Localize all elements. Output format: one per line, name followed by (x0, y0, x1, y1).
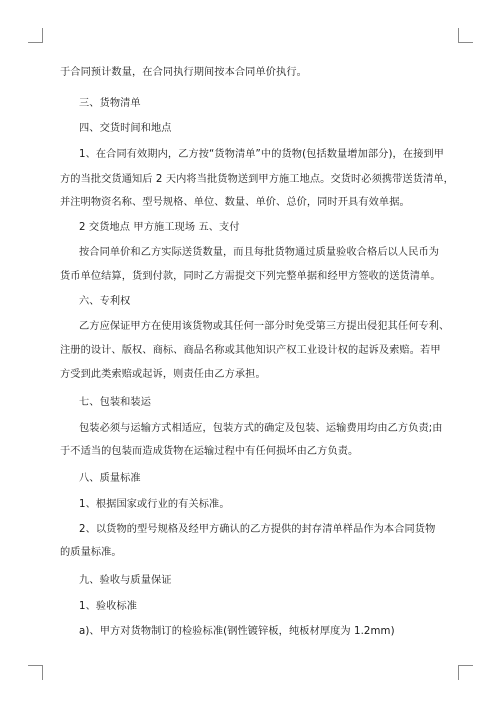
text-line: 1、在合同有效期内，乙方按“货物清单”中的货物(包括数量增加部分)，在接到甲 (79, 149, 444, 160)
crop-mark-top-left (28, 28, 43, 43)
text-line: 方受到此类索赔或起诉，则责任由乙方承担。 (60, 369, 266, 380)
section-heading: 四、交货时间和地点 (79, 123, 172, 134)
text-line: 1、验收标准 (79, 601, 138, 612)
text-line: 于合同预计数量，在合同执行期间按本合同单价执行。 (60, 67, 307, 78)
text-line: 货币单位结算，货到付款，同时乙方需提交下列完整单据和经甲方签收的送货清单。 (60, 271, 441, 282)
section-heading: 九、验收与质量保证 (79, 575, 172, 586)
crop-mark-bottom-right (458, 665, 473, 680)
section-heading: 七、包装和装运 (79, 397, 152, 408)
text-line: 注册的设计、版权、商标、商品名称或其他知识产权工业设计权的起诉及索赔。若甲 (60, 345, 441, 356)
crop-mark-top-right (458, 28, 473, 43)
crop-mark-bottom-left (28, 665, 43, 680)
text-line: 乙方应保证甲方在使用该货物或其任何一部分时免受第三方提出侵犯其任何专利、 (79, 321, 450, 332)
text-line: 并注明物资名称、型号规格、单位、数量、单价、总价，同时开具有效单据。 (60, 197, 410, 208)
text-line: 按合同单价和乙方实际送货数量，而且每批货物通过质量验收合格后以人民币为 (79, 247, 440, 258)
text-line: 1、根据国家或行业的有关标准。 (79, 499, 230, 510)
text-line: 2、以货物的型号规格及经甲方确认的乙方提供的封存清单样品作为本合同货物 (79, 524, 436, 535)
section-heading: 六、专利权 (79, 296, 131, 307)
text-line: 包装必须与运输方式相适应，包装方式的确定及包装、运输费用均由乙方负责;由 (79, 423, 443, 434)
section-heading: 八、质量标准 (79, 473, 141, 484)
text-line: 的质量标准。 (60, 547, 122, 558)
text-line: a)、甲方对货物制订的检验标准(钢性镀锌板，纯板材厚度为 1.2mm) (79, 626, 395, 637)
section-heading: 三、货物清单 (79, 98, 141, 109)
text-line: 方的当批交货通知后 2 天内将当批货物送到甲方施工地点。交货时必须携带送货清单， (60, 174, 454, 185)
text-line: 于不适当的包装而造成货物在运输过程中有任何损坏由乙方负责。 (60, 446, 359, 457)
text-line: 2 交货地点 甲方施工现场 五、支付 (79, 222, 240, 233)
